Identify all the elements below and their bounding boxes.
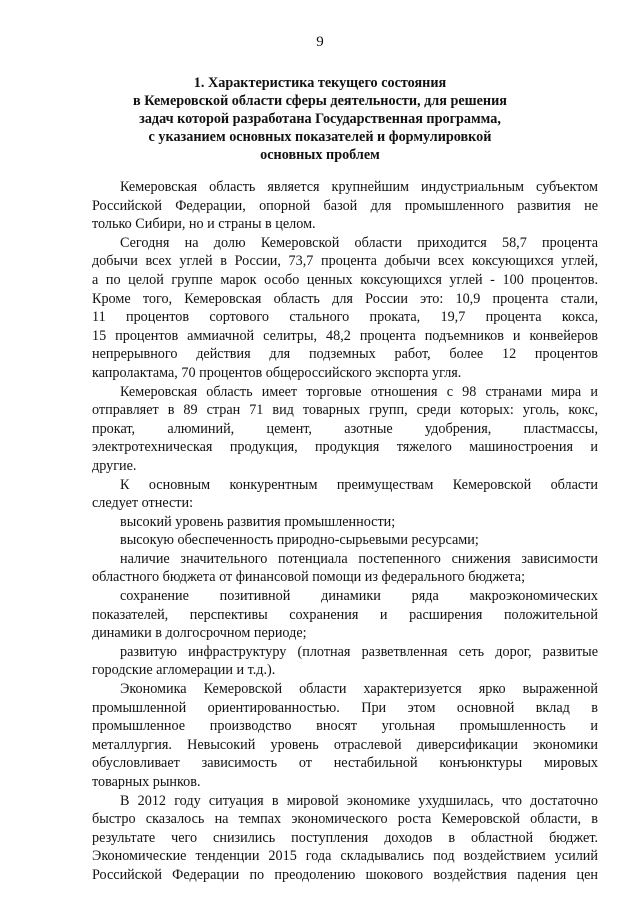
text-line: Кроме того, Кемеровская область для России это: 10,9 процента стали,	[92, 290, 598, 307]
text-line: Экономические тенденции 2015 года складывались под воздействием усилий	[92, 848, 598, 865]
text-line: добычи всех углей в России, 73,7 процента добычи всех коксующихся углей,	[92, 253, 598, 270]
heading-line: задач которой разработана Государственная программа,	[139, 111, 501, 127]
text-line: 11 процентов сортового стального проката, 19,7 процента кокса,	[92, 309, 598, 326]
text-line: прокат, алюминий, цемент, азотные удобрения, пластмассы,	[92, 420, 598, 437]
section-heading	[90, 74, 550, 164]
text-line: металлургия. Невысокий уровень отраслевой диверсификации экономики	[92, 736, 598, 753]
text-line: Российской Федерации по преодолению шокового воздействия падения цен	[92, 866, 598, 883]
text-line: обусловливает зависимость от нестабильной конъюнктуры мировых	[92, 755, 598, 772]
text-line: Кемеровская область имеет торговые отношения с 98 странами мира и	[120, 383, 598, 400]
text-line: Сегодня на долю Кемеровской области приходится 58,7 процента	[120, 234, 598, 251]
text-line: следует отнести:	[92, 495, 194, 512]
body-text	[92, 178, 598, 885]
text-line: другие.	[92, 457, 137, 474]
text-line: отправляет в 89 стран 71 вид товарных групп, среди которых: уголь, кокс,	[92, 402, 598, 419]
text-line: высокий уровень развития промышленности;	[120, 513, 396, 530]
text-line: 15 процентов аммиачной селитры, 48,2 процента подъемников и конвейеров	[92, 327, 598, 344]
text-line: капролактама, 70 процентов общероссийского экспорта угля.	[92, 364, 462, 381]
text-line: только Сибири, но и страны в целом.	[92, 216, 316, 233]
heading-line: с указанием основных показателей и формулировкой	[148, 129, 492, 145]
text-line: областного бюджета от финансовой помощи из федерального бюджета;	[92, 569, 526, 586]
text-line: электротехническая продукция, продукция тяжелого машиностроения и	[92, 439, 598, 456]
heading-line: 1. Характеристика текущего состояния	[193, 75, 447, 91]
heading-line: в Кемеровской области сферы деятельности, для решения	[133, 93, 507, 109]
text-line: наличие значительного потенциала постепенного снижения зависимости	[120, 550, 598, 567]
text-line: Экономика Кемеровской области характеризуется ярко выраженной	[120, 681, 598, 698]
text-line: товарных рынков.	[92, 774, 201, 790]
text-line: В 2012 году ситуация в мировой экономике ухудшилась, что достаточно	[120, 792, 598, 809]
text-line: промышленной ориентированностью. При этом основной вклад в	[92, 699, 598, 716]
text-line: динамики в долгосрочном периоде;	[92, 625, 307, 642]
text-line: а по целой группе марок особо ценных коксующихся углей - 100 процентов.	[92, 271, 598, 288]
text-line: городские агломерации и т.д.).	[92, 662, 276, 679]
text-line: высокую обеспеченность природно-сырьевыми ресурсами;	[120, 532, 479, 549]
text-line: быстро сказалось на темпах экономического роста Кемеровской области, в	[92, 811, 598, 828]
text-line: показателей, перспективы сохранения и расширения положительной	[92, 606, 598, 623]
text-line: промышленное производство вносят угольная промышленность и	[92, 718, 598, 735]
text-line: К основным конкурентным преимуществам Кемеровской области	[120, 476, 598, 493]
page-number: 9	[316, 34, 324, 50]
text-line: Кемеровская область является крупнейшим индустриальным субъектом	[120, 179, 598, 195]
text-line: сохранение позитивной динамики ряда макроэкономических	[120, 588, 598, 605]
heading-line: основных проблем	[260, 147, 380, 163]
text-line: развитую инфраструктуру (плотная разветвленная сеть дорог, развитые	[120, 643, 598, 660]
text-line: Российской Федерации, опорной базой для промышленного развития не	[92, 197, 598, 214]
text-line: непрерывного действия для подземных работ, более 12 процентов	[92, 346, 598, 363]
text-line: результате чего снизились поступления доходов в областной бюджет.	[92, 829, 598, 846]
